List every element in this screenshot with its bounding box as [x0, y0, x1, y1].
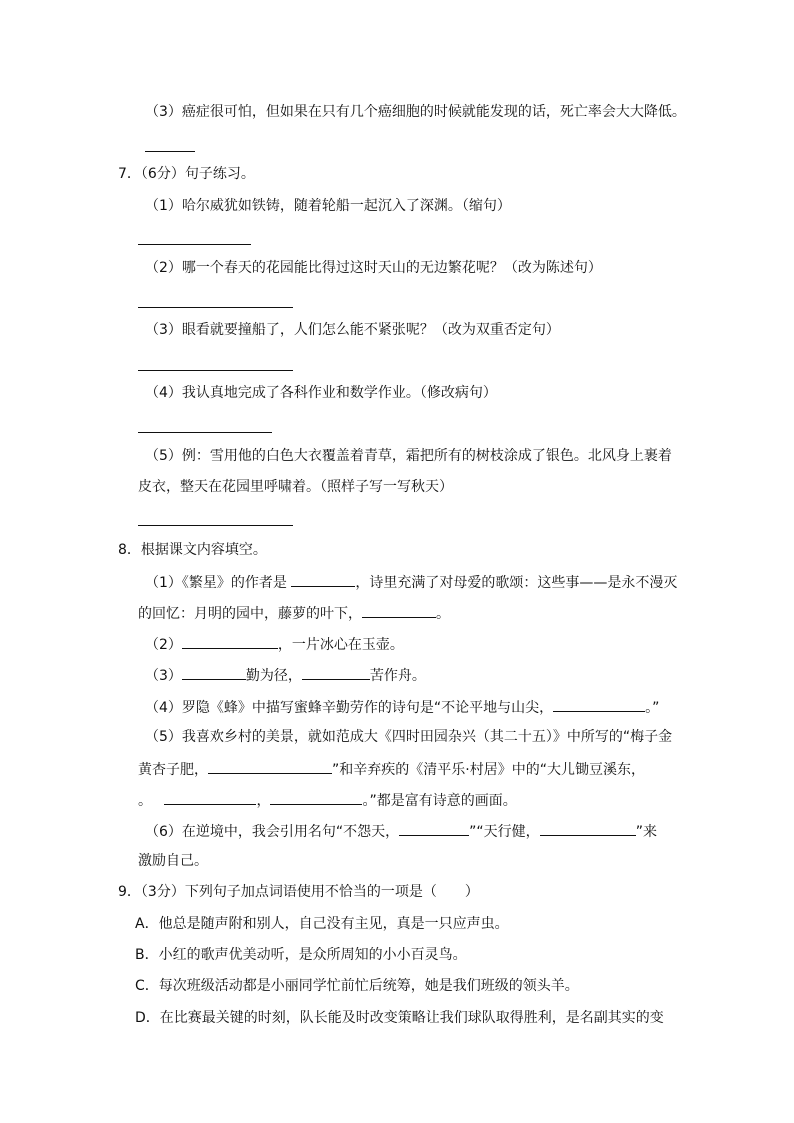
answer-line-q7-5[interactable]	[138, 525, 293, 526]
answer-line-q7-2[interactable]	[138, 307, 293, 308]
q6-item-3: （3）癌症很可怕，但如果在只有几个癌细胞的时候就能发现的话，死亡率会大大降低。	[145, 104, 686, 120]
q8-item-4: （4）罗隐《蜂》中描写蜜蜂辛勤劳作的诗句是“不论平地与山尖， 。”	[145, 696, 659, 718]
blank-q8-5a[interactable]	[208, 758, 332, 774]
q7-item-4: （4）我认真地完成了各科作业和数学作业。（修改病句）	[145, 385, 497, 401]
q7-item-5-line1: （5）例：雪用他的白色大衣覆盖着青草，霜把所有的树枝涂成了银色。北风身上裹着	[145, 448, 672, 464]
blank-q8-4[interactable]	[553, 696, 645, 712]
blank-q8-5b[interactable]	[164, 789, 256, 805]
q8-item-1-line2: 的回忆：月明的园中，藤萝的叶下， 。	[138, 602, 450, 624]
q7-title: 7．（6分）句子练习。	[118, 166, 255, 182]
q7-item-1: （1）哈尔威犹如铁铸，随着轮船一起沉入了深渊。（缩句）	[145, 198, 511, 214]
blank-q8-1-poem[interactable]	[362, 602, 436, 618]
q9-option-c[interactable]: C．每次班级活动都是小丽同学忙前忙后统筹，她是我们班级的领头羊。	[135, 978, 579, 994]
answer-line-q7-1[interactable]	[138, 244, 251, 245]
q8-item-6-line1: （6）在逆境中，我会引用名句“不怨天， ”“天行健， ”来	[145, 820, 657, 842]
q7-item-5-line2: 皮衣，整天在花园里呼啸着。（照样子写一写秋天）	[138, 479, 453, 495]
blank-q8-1-author[interactable]	[291, 571, 355, 587]
q8-item-5-line3: 。 ， 。”都是富有诗意的画面。	[138, 789, 517, 811]
blank-q8-2[interactable]	[182, 633, 278, 649]
q8-title: 8．根据课文内容填空。	[118, 542, 267, 558]
q7-item-2: （2）哪一个春天的花园能比得过这时天山的无边繁花呢？（改为陈述句）	[145, 260, 602, 276]
q8-item-6-line2: 激励自己。	[138, 853, 208, 869]
q9-option-a[interactable]: A．他总是随声附和别人，自己没有主见，真是一只应声虫。	[135, 916, 509, 932]
answer-line-q7-4[interactable]	[138, 432, 272, 433]
answer-line-q7-3[interactable]	[138, 370, 293, 371]
q8-item-2: （2） ，一片冰心在玉壶。	[145, 633, 404, 655]
answer-line-q6-3[interactable]	[145, 151, 195, 152]
q7-item-3: （3）眼看就要撞船了，人们怎么能不紧张呢？（改为双重否定句）	[145, 322, 560, 338]
blank-q8-6b[interactable]	[540, 820, 636, 836]
q9-option-d[interactable]: D．在比赛最关键的时刻，队长能及时改变策略让我们球队取得胜利，是名副其实的变	[135, 1010, 664, 1026]
q9-title: 9．（3分）下列句子加点词语使用不恰当的一项是（ ）	[118, 884, 479, 900]
q9-option-b[interactable]: B．小红的歌声优美动听，是众所周知的小小百灵鸟。	[135, 947, 467, 963]
blank-q8-3b[interactable]	[302, 664, 370, 680]
blank-q8-5c[interactable]	[270, 789, 362, 805]
q8-item-5-line1: （5）我喜欢乡村的美景，就如范成大《四时田园杂兴（其二十五）》中所写的“梅子金	[145, 729, 673, 745]
q8-item-5-line2: 黄杏子肥， ”和辛弃疾的《清平乐·村居》中的“大儿锄豆溪东，	[138, 758, 645, 780]
blank-q8-3a[interactable]	[182, 664, 246, 680]
blank-q8-6a[interactable]	[399, 820, 469, 836]
q8-item-1-line1: （1）《繁星》的作者是 ，诗里充满了对母爱的歌颂：这些事——是永不漫灭	[145, 571, 677, 593]
q8-item-3: （3） 勤为径， 苦作舟。	[145, 664, 426, 686]
